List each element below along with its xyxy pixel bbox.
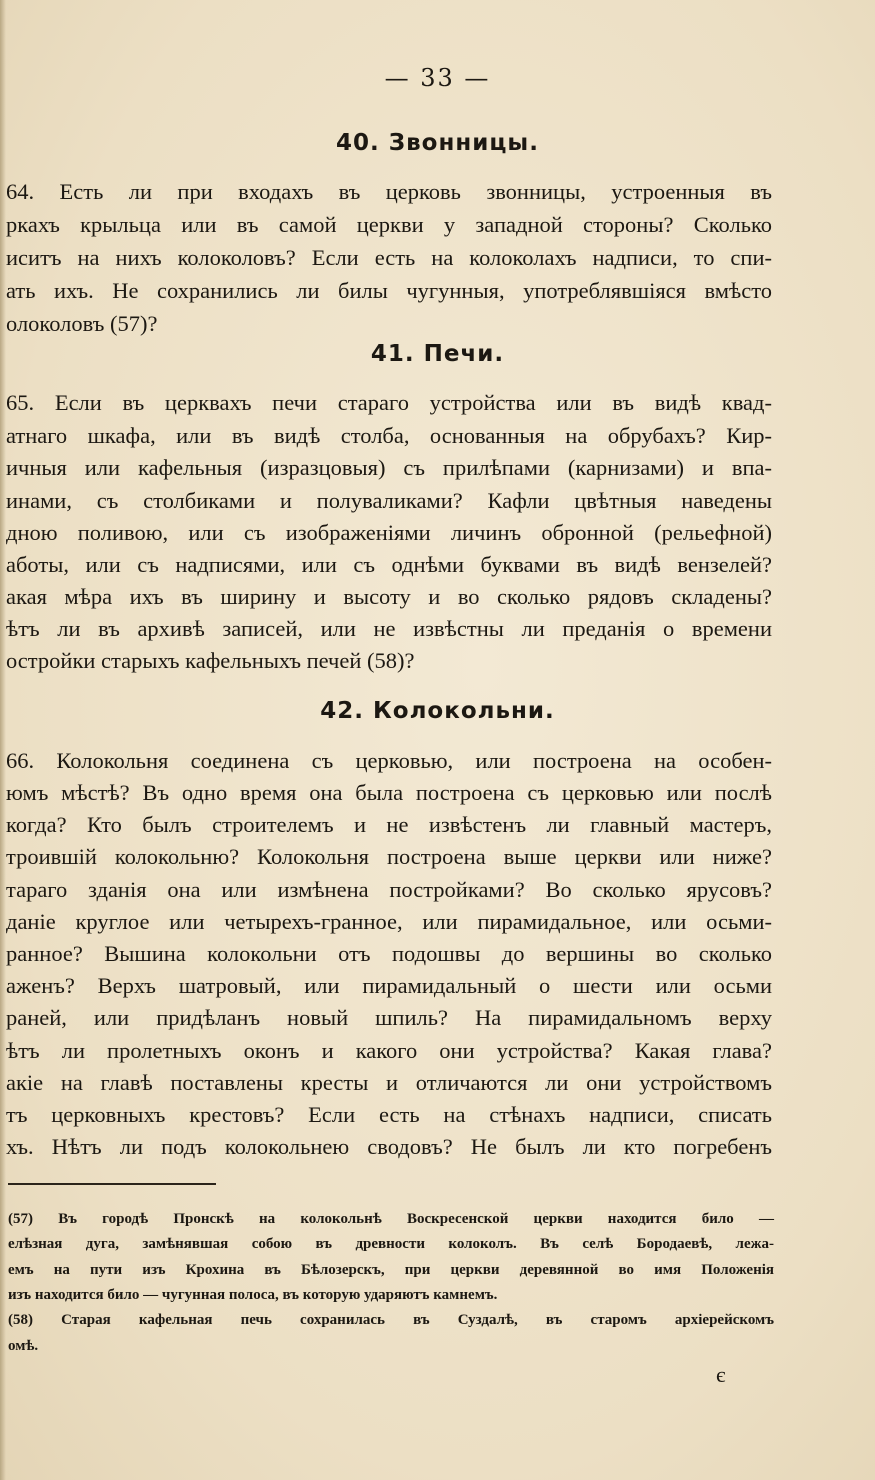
text-line: олоколовъ (57)? — [6, 311, 158, 336]
text-line: акіе на главѣ поставлены кресты и отличаются ли они устройствомъ — [6, 1070, 772, 1095]
text-line: 66. Колокольня соединена съ церковью, или построена на особен- — [6, 748, 772, 773]
text-line: 64. Есть ли при входахъ въ церковь звонницы, устроенныя въ — [6, 179, 772, 204]
text-line: дною поливою, или съ изображеніями личинъ обронной (рельефной) — [6, 520, 772, 545]
text-line: хъ. Нѣтъ ли подъ колокольнею сводовъ? Не былъ ли кто погребенъ — [6, 1134, 772, 1159]
text-line: остройки старыхъ кафельныхъ печей (58)? — [6, 648, 415, 673]
text-line: юмъ мѣстѣ? Въ одно время она была построена съ церковью или послѣ — [6, 780, 772, 805]
text-line: 65. Если въ церквахъ печи стараго устройства или въ видѣ квад- — [6, 390, 772, 415]
footnote-line: изъ находится било — чугунная полоса, въ которую ударяютъ камнемъ. — [8, 1287, 498, 1303]
text-line: ркахъ крыльца или въ самой церкви у западной стороны? Сколько — [6, 212, 772, 237]
text-line: троившій колокольню? Колокольня построена выше церкви или ниже? — [6, 844, 772, 869]
signature-mark: є — [716, 1362, 726, 1387]
text-line: аботы, или съ надписями, или съ однѣми буквами въ видѣ вензелей? — [6, 552, 772, 577]
text-line: тъ церковныхъ крестовъ? Если есть на стѣнахъ надписи, списать — [6, 1102, 772, 1127]
section-title-42: 42. Колокольни. — [320, 698, 555, 724]
footnote-line: елѣзная дуга, замѣнявшая собою въ древности колоколъ. Въ селѣ Бородаевѣ, лежа- — [8, 1236, 774, 1252]
text-line: ранное? Вышина колокольни отъ подошвы до вершины во сколько — [6, 941, 772, 966]
text-line: даніе круглое или четырехъ-гранное, или пирамидальное, или осьми- — [6, 909, 772, 934]
footnote-line: (58) Старая кафельная печь сохранилась въ Суздалѣ, въ старомъ архіерейскомъ — [8, 1312, 774, 1328]
footnote-line: омѣ. — [8, 1338, 39, 1354]
text-line: ать ихъ. Не сохранились ли билы чугунныя, употреблявшіяся вмѣсто — [6, 278, 772, 303]
page-number: — 33 — — [384, 64, 491, 92]
section-title-40: 40. Звонницы. — [336, 130, 539, 156]
text-line: атнаго шкафа, или въ видѣ столба, основанныя на обрубахъ? Кир- — [6, 423, 772, 448]
text-line: ѣтъ ли пролетныхъ оконъ и какого они устройства? Какая глава? — [6, 1038, 772, 1063]
section-title-41: 41. Печи. — [370, 341, 505, 367]
text-line: инами, съ столбиками и полуваликами? Кафли цвѣтныя наведены — [6, 488, 772, 513]
text-line: раней, или придѣланъ новый шпиль? На пирамидальномъ верху — [6, 1005, 772, 1030]
text-line: тараго зданія она или измѣнена постройками? Во сколько ярусовъ? — [6, 877, 772, 902]
text-line: когда? Кто былъ строителемъ и не извѣстенъ ли главный мастеръ, — [6, 812, 772, 837]
footnote-divider — [8, 1183, 216, 1185]
text-line: ичныя или кафельныя (изразцовыя) съ прилѣпами (карнизами) и впа- — [6, 455, 772, 480]
text-line: аженъ? Верхъ шатровый, или пирамидальный о шести или осьми — [6, 973, 772, 998]
footnote-line: емъ на пути изъ Крохина въ Бѣлозерскъ, при церкви деревянной во имя Положенія — [8, 1262, 774, 1278]
footnote-line: (57) Въ городѣ Пронскѣ на колокольнѣ Воскресенской церкви находится било — — [8, 1211, 774, 1227]
text-line: акая мѣра ихъ въ ширину и высоту и во сколько рядовъ складены? — [6, 584, 772, 609]
text-line: ѣтъ ли въ архивѣ записей, или не извѣстны ли преданія о времени — [6, 616, 772, 641]
text-line: иситъ на нихъ колоколовъ? Если есть на колоколахъ надписи, то спи- — [6, 245, 772, 270]
